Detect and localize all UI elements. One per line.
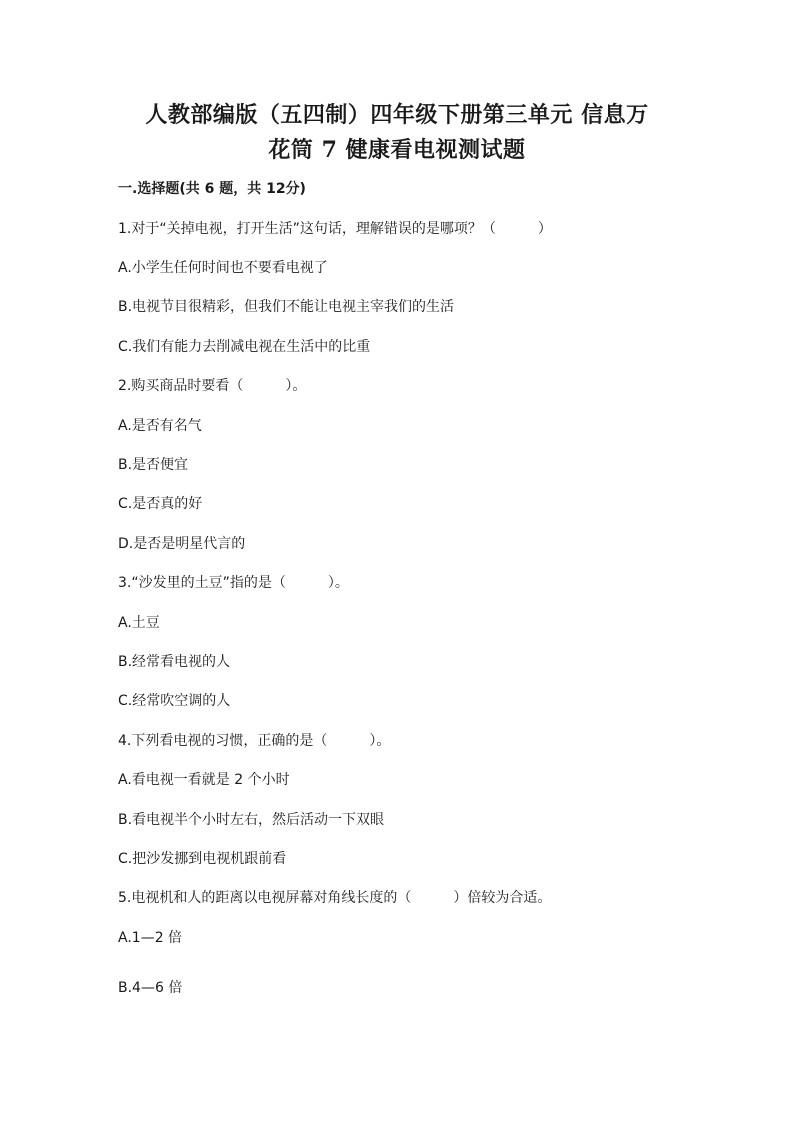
page-title-line-1: 人教部编版（五四制）四年级下册第三单元 信息万 [145, 102, 649, 128]
question-1-stem: 1.对于“关掉电视，打开生活”这句话，理解错误的是哪项？（ ） [118, 221, 552, 237]
question-4-option-a: A.看电视一看就是 2 个小时 [118, 772, 290, 788]
question-4-option-c: C.把沙发挪到电视机跟前看 [118, 851, 287, 867]
question-2-option-a: A.是否有名气 [118, 418, 202, 434]
question-3-option-c: C.经常吹空调的人 [118, 693, 231, 709]
question-3-stem: 3.“沙发里的土豆”指的是（ ）。 [118, 575, 349, 591]
question-4-stem: 4.下列看电视的习惯，正确的是（ ）。 [118, 733, 391, 749]
question-2-option-d: D.是否是明星代言的 [118, 536, 246, 552]
question-1-option-c: C.我们有能力去削减电视在生活中的比重 [118, 339, 371, 355]
question-5-option-b: B.4—6 倍 [118, 980, 183, 996]
question-5-stem: 5.电视机和人的距离以电视屏幕对角线长度的（ ）倍较为合适。 [118, 890, 552, 906]
question-2-stem: 2.购买商品时要看（ ）。 [118, 378, 307, 394]
question-3-option-a: A.土豆 [118, 615, 160, 631]
question-3-option-b: B.经常看电视的人 [118, 654, 231, 670]
question-5-option-a: A.1—2 倍 [118, 930, 183, 946]
section-heading: 一.选择题(共 6 题，共 12分) [118, 181, 306, 197]
question-1-option-a: A.小学生任何时间也不要看电视了 [118, 260, 328, 276]
page-title-line-2: 花筒 7 健康看电视测试题 [268, 137, 526, 163]
question-2-option-c: C.是否真的好 [118, 496, 203, 512]
question-4-option-b: B.看电视半个小时左右，然后活动一下双眼 [118, 812, 385, 828]
question-2-option-b: B.是否便宜 [118, 457, 189, 473]
question-1-option-b: B.电视节目很精彩，但我们不能让电视主宰我们的生活 [118, 299, 455, 315]
